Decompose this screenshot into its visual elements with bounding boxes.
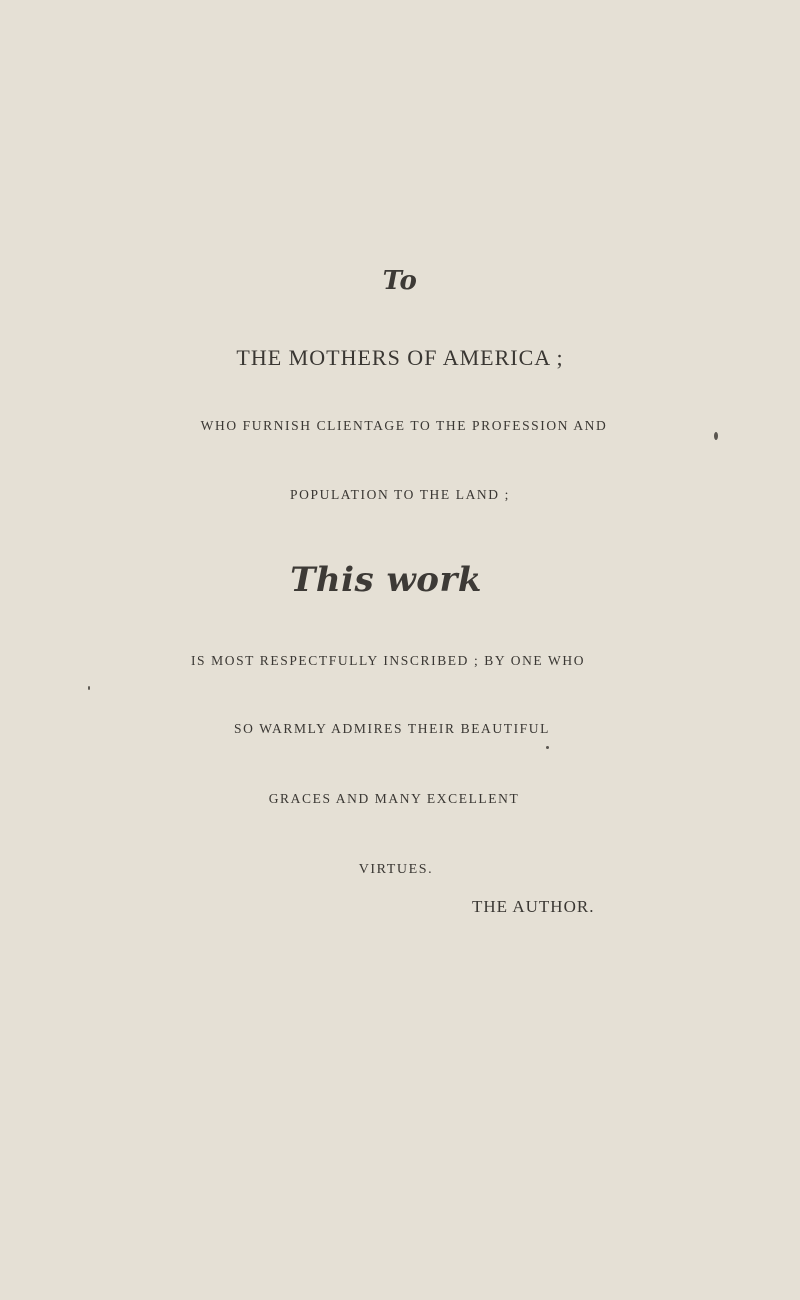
dedication-line-1: WHO FURNISH CLIENTAGE TO THE PROFESSION AND bbox=[200, 418, 608, 433]
dedication-line-2: POPULATION TO THE LAND ; bbox=[290, 487, 510, 502]
dedication-line-5: GRACES AND MANY EXCELLENT bbox=[268, 791, 520, 806]
paper-speck bbox=[714, 432, 718, 440]
dedication-line-3: IS MOST RESPECTFULLY INSCRIBED ; BY ONE WHO bbox=[190, 653, 586, 668]
dedication-signature: THE AUTHOR. bbox=[472, 897, 595, 916]
paper-speck bbox=[88, 686, 90, 690]
dedication-line-6: VIRTUES. bbox=[358, 862, 434, 877]
dedication-to: To bbox=[382, 266, 418, 296]
dedication-this-work: This work bbox=[290, 560, 482, 600]
dedication-line-4: SO WARMLY ADMIRES THEIR BEAUTIFUL bbox=[234, 721, 550, 736]
dedication-title: THE MOTHERS OF AMERICA ; bbox=[236, 345, 564, 370]
paper-speck bbox=[546, 746, 549, 749]
